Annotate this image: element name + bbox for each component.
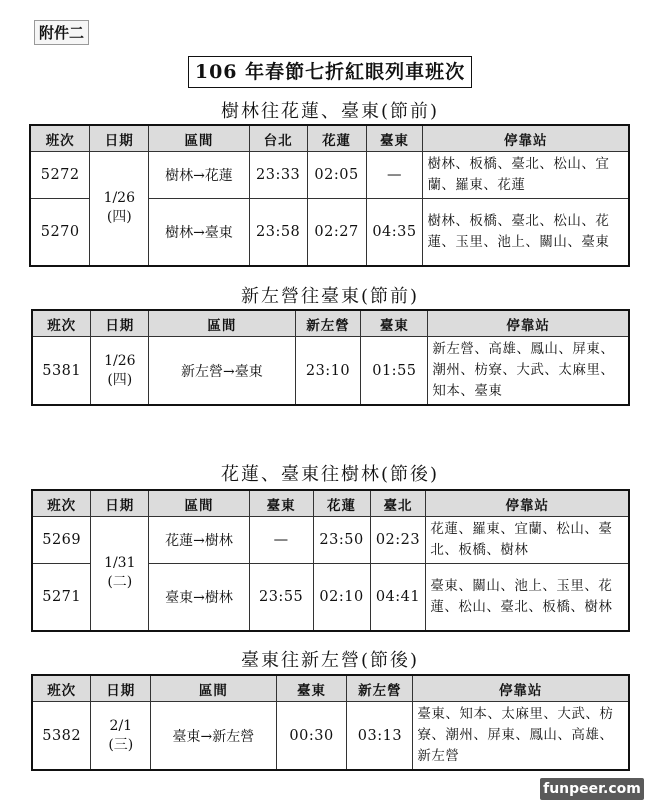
timetable-east-to-shulin-post bbox=[31, 489, 630, 632]
header-station-2: 新左營 bbox=[347, 675, 413, 702]
date: 1/26 bbox=[103, 190, 136, 207]
date-cell bbox=[90, 152, 149, 266]
header-station-2: 臺東 bbox=[361, 310, 428, 337]
header-train: 班次 bbox=[32, 310, 91, 337]
route: 花蓮→樹林 bbox=[149, 517, 249, 564]
time-1: 00:30 bbox=[276, 702, 347, 771]
time-1: 23:10 bbox=[295, 337, 361, 406]
header-train: 班次 bbox=[32, 675, 91, 702]
stops: 新左營、高雄、鳳山、屏東、潮州、枋寮、大武、太麻里、知本、臺東 bbox=[428, 337, 629, 406]
route: 臺東→樹林 bbox=[149, 564, 249, 631]
header-date: 日期 bbox=[90, 125, 149, 152]
table-header-row bbox=[30, 125, 629, 152]
time-2: 23:50 bbox=[313, 517, 370, 564]
time-1: 23:55 bbox=[249, 564, 313, 631]
stops: 臺東、知本、太麻里、大武、枋寮、潮州、屏東、鳳山、高雄、新左營 bbox=[413, 702, 629, 771]
section-title-xinzuoying-to-taitung-pre: 新左營往臺東(節前) bbox=[240, 286, 420, 307]
route: 樹林→花蓮 bbox=[149, 152, 249, 199]
header-stops: 停靠站 bbox=[428, 310, 629, 337]
header-route: 區間 bbox=[151, 675, 276, 702]
header-station-3: 臺東 bbox=[366, 125, 423, 152]
stops: 樹林、板橋、臺北、松山、宜蘭、羅東、花蓮 bbox=[423, 152, 629, 199]
time-3: — bbox=[366, 152, 423, 199]
section-title-shulin-to-east-pre: 樹林往花蓮、臺東(節前) bbox=[220, 101, 440, 122]
route: 臺東→新左營 bbox=[151, 702, 276, 771]
route: 新左營→臺東 bbox=[149, 337, 295, 406]
header-station-1: 新左營 bbox=[295, 310, 361, 337]
time-2: 02:10 bbox=[313, 564, 370, 631]
route: 樹林→臺東 bbox=[149, 199, 249, 266]
weekday: (二) bbox=[107, 574, 133, 591]
table-header-row bbox=[32, 490, 629, 517]
stops: 花蓮、羅東、宜蘭、松山、臺北、板橋、樹林 bbox=[426, 517, 629, 564]
train-number: 5382 bbox=[32, 702, 91, 771]
weekday: (三) bbox=[108, 736, 134, 753]
table-row bbox=[32, 517, 629, 564]
date-cell bbox=[91, 517, 149, 631]
timetable-shulin-to-east-pre bbox=[29, 124, 630, 267]
header-station-2: 花蓮 bbox=[307, 125, 366, 152]
header-station-1: 台北 bbox=[249, 125, 307, 152]
header-station-2: 花蓮 bbox=[313, 490, 370, 517]
table-header-row bbox=[32, 675, 629, 702]
annex-label: 附件二 bbox=[34, 20, 89, 45]
timetable-taitung-to-xinzuoying-post bbox=[31, 674, 630, 771]
time-2: 02:27 bbox=[307, 199, 366, 266]
header-station-1: 臺東 bbox=[276, 675, 347, 702]
time-2: 02:05 bbox=[307, 152, 366, 199]
header-train: 班次 bbox=[32, 490, 91, 517]
date-cell bbox=[91, 702, 151, 771]
weekday: (四) bbox=[107, 371, 133, 388]
section-title-taitung-to-xinzuoying-post: 臺東往新左營(節後) bbox=[240, 650, 420, 671]
page-title: 106 年春節七折紅眼列車班次 bbox=[188, 56, 472, 88]
time-1: 23:58 bbox=[249, 199, 307, 266]
timetable-xinzuoying-to-taitung-pre bbox=[31, 309, 630, 406]
header-date: 日期 bbox=[91, 310, 149, 337]
train-number: 5272 bbox=[30, 152, 90, 199]
stops: 樹林、板橋、臺北、松山、花蓮、玉里、池上、關山、臺東 bbox=[423, 199, 629, 266]
section-title-east-to-shulin-post: 花蓮、臺東往樹林(節後) bbox=[220, 464, 440, 485]
table-row bbox=[32, 702, 629, 771]
date: 1/31 bbox=[104, 555, 136, 572]
time-1: 23:33 bbox=[249, 152, 307, 199]
header-stops: 停靠站 bbox=[423, 125, 629, 152]
header-date: 日期 bbox=[91, 490, 149, 517]
time-3: 04:35 bbox=[366, 199, 423, 266]
train-number: 5270 bbox=[30, 199, 90, 266]
train-number: 5269 bbox=[32, 517, 91, 564]
table-row bbox=[32, 337, 629, 406]
date: 1/26 bbox=[104, 352, 136, 369]
header-route: 區間 bbox=[149, 125, 249, 152]
header-train: 班次 bbox=[30, 125, 90, 152]
time-2: 01:55 bbox=[361, 337, 428, 406]
header-route: 區間 bbox=[149, 310, 295, 337]
time-2: 03:13 bbox=[347, 702, 413, 771]
train-number: 5381 bbox=[32, 337, 91, 406]
header-stops: 停靠站 bbox=[413, 675, 629, 702]
train-number: 5271 bbox=[32, 564, 91, 631]
table-row bbox=[30, 152, 629, 199]
header-stops: 停靠站 bbox=[426, 490, 629, 517]
header-date: 日期 bbox=[91, 675, 151, 702]
table-header-row bbox=[32, 310, 629, 337]
watermark-logo: funpeer.com bbox=[540, 778, 644, 800]
date-cell bbox=[91, 337, 149, 406]
weekday: (四) bbox=[106, 209, 132, 226]
header-route: 區間 bbox=[149, 490, 249, 517]
header-station-3: 臺北 bbox=[370, 490, 426, 517]
stops: 臺東、關山、池上、玉里、花蓮、松山、臺北、板橋、樹林 bbox=[426, 564, 629, 631]
time-3: 02:23 bbox=[370, 517, 426, 564]
time-3: 04:41 bbox=[370, 564, 426, 631]
time-1: — bbox=[249, 517, 313, 564]
date: 2/1 bbox=[109, 717, 133, 734]
header-station-1: 臺東 bbox=[249, 490, 313, 517]
